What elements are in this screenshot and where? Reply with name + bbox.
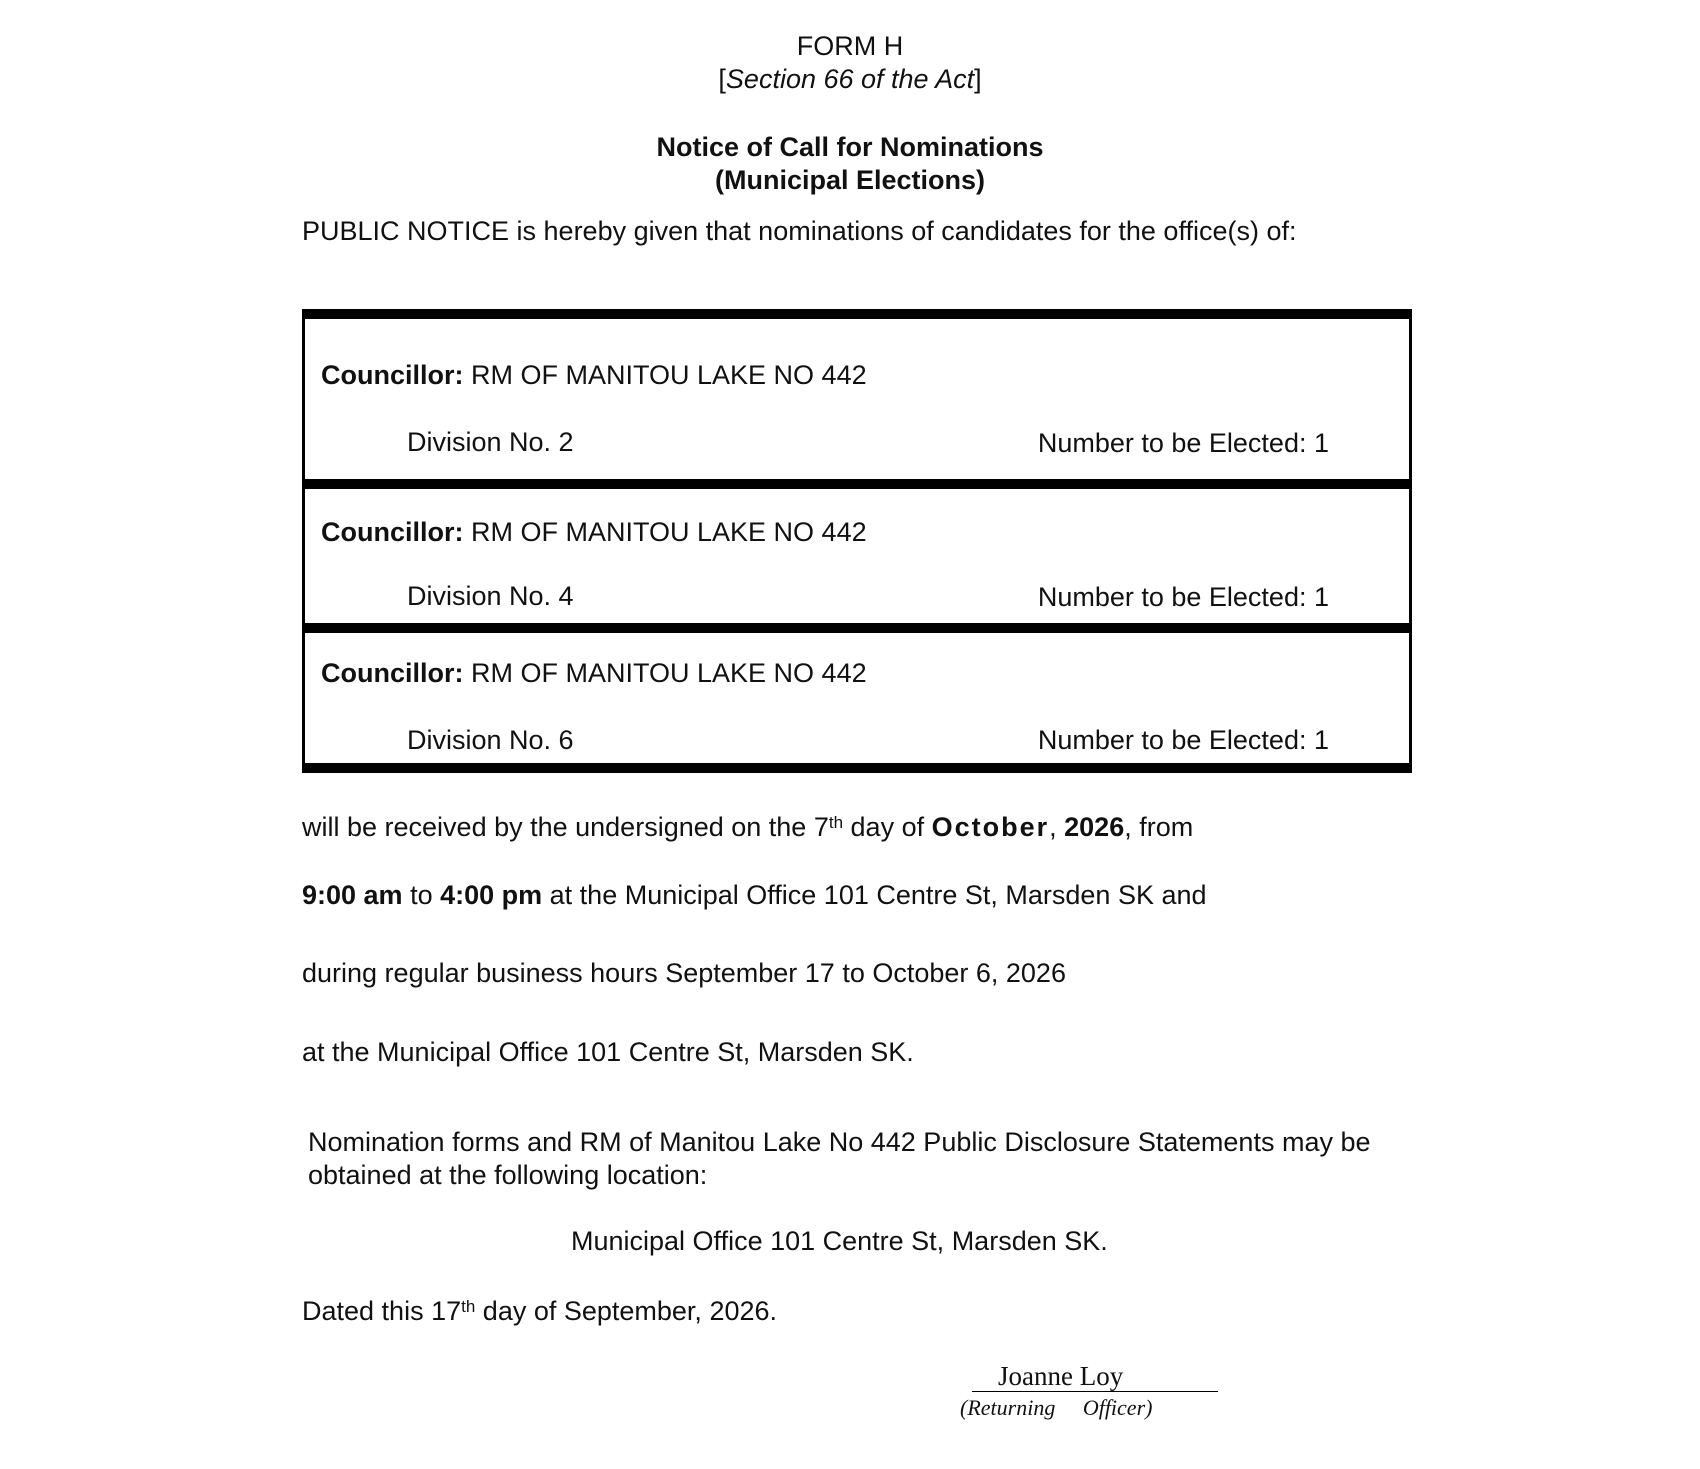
notice-subtitle: (Municipal Elections) — [714, 165, 986, 195]
receipt-text: will be received by the undersigned on the 7 — [302, 812, 829, 842]
office-location-line: at the Municipal Office 101 Centre St, Marsden SK. — [302, 1037, 914, 1067]
forms-location: Municipal Office 101 Centre St, Marsden SK. — [571, 1226, 1108, 1256]
receipt-month: October — [931, 812, 1050, 842]
signature-title: (Returning Officer) — [960, 1395, 1153, 1420]
office-row — [302, 633, 1412, 763]
division-number: Division No. 6 — [407, 725, 574, 755]
office-row — [302, 489, 1412, 623]
row-divider — [302, 623, 1412, 633]
forms-availability-line: obtained at the following location: — [308, 1160, 708, 1190]
dated-text: day of September, 2026. — [475, 1296, 778, 1326]
receipt-text: day of — [843, 812, 932, 842]
municipality-name: RM OF MANITOU LAKE NO 442 — [471, 658, 867, 688]
office-label: Councillor: — [321, 360, 464, 390]
end-time: 4:00 pm — [440, 880, 543, 910]
section-reference-text: Section 66 of the Act — [725, 64, 975, 94]
receipt-text: at the Municipal Office 101 Centre St, Marsden SK and — [542, 880, 1207, 910]
office-heading — [321, 516, 867, 548]
division-number: Division No. 2 — [407, 427, 574, 457]
row-divider — [302, 479, 1412, 489]
number-to-be-elected: Number to be Elected: 1 — [1037, 428, 1329, 458]
ordinal-suffix: th — [828, 813, 844, 832]
offices-table — [302, 309, 1412, 773]
division-number: Division No. 4 — [407, 581, 574, 611]
business-hours-line: during regular business hours September 17 to October 6, 2026 — [302, 958, 1066, 988]
intro-text: PUBLIC NOTICE is hereby given that nominations of candidates for the office(s) of: — [302, 216, 1297, 246]
receipt-date-line — [302, 811, 1193, 843]
start-time: 9:00 am — [302, 880, 403, 910]
municipality-name: RM OF MANITOU LAKE NO 442 — [471, 360, 867, 390]
office-row — [302, 319, 1412, 479]
form-label: FORM H — [796, 31, 904, 61]
ordinal-suffix: th — [461, 1297, 476, 1316]
section-reference: [Section 66 of the Act] — [718, 64, 982, 94]
office-label: Councillor: — [321, 517, 464, 547]
receipt-text: , from — [1124, 812, 1194, 842]
signature-name: Joanne Loy — [998, 1361, 1124, 1391]
office-heading — [321, 657, 867, 689]
office-heading — [321, 359, 867, 391]
number-to-be-elected: Number to be Elected: 1 — [1037, 582, 1329, 612]
dated-text: Dated this 17 — [302, 1296, 462, 1326]
receipt-year: 2026 — [1064, 812, 1125, 842]
forms-availability-line: Nomination forms and RM of Manitou Lake No 442 Public Disclosure Statements may be — [308, 1127, 1371, 1157]
dated-line — [302, 1295, 777, 1327]
signature-line — [972, 1391, 1218, 1392]
municipality-name: RM OF MANITOU LAKE NO 442 — [471, 517, 867, 547]
notice-title: Notice of Call for Nominations — [656, 132, 1044, 162]
office-label: Councillor: — [321, 658, 464, 688]
receipt-time-line — [302, 879, 1207, 911]
receipt-text: to — [402, 880, 441, 910]
table-top-border — [302, 309, 1412, 319]
receipt-text: , — [1049, 812, 1065, 842]
table-bottom-border — [302, 763, 1412, 773]
number-to-be-elected: Number to be Elected: 1 — [1037, 725, 1329, 755]
